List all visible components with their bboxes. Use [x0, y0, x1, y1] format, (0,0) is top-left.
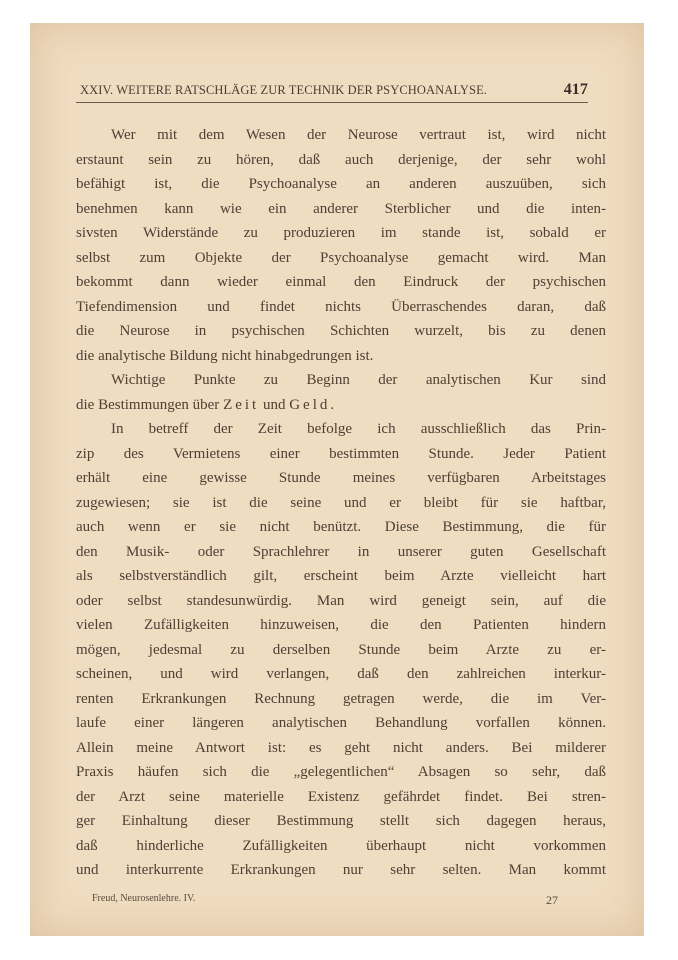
body-text: [76, 123, 606, 883]
text-line: und interkurrente Erkrankungen nur sehr selten. Man kommt: [76, 862, 606, 878]
text-line: ger Einhaltung dieser Bestimmung stellt sich dagegen heraus,: [76, 813, 606, 829]
page-number: 417: [563, 81, 588, 98]
text-line: die Neurose in psychischen Schichten wurzelt, bis zu denen: [76, 323, 606, 339]
text-line: den Musik- oder Sprachlehrer in unserer guten Gesellschaft: [76, 543, 606, 560]
text-line: renten Erkrankungen Rechnung getragen werde, die im Ver-: [76, 690, 606, 707]
text-line-spaced: [76, 393, 606, 418]
text-line: als selbstverständlich gilt, erscheint beim Arzte vielleicht hart: [76, 568, 606, 584]
text-fragment: und: [262, 396, 286, 413]
text-line: oder selbst standesunwürdig. Man wird geneigt sein, auf die: [76, 592, 606, 609]
text-line: erstaunt sein zu hören, daß auch derjenige, der sehr wohl: [76, 151, 606, 168]
running-title: XXIV. WEITERE RATSCHLÄGE ZUR TECHNIK DER PSYCHOANALYSE.: [80, 83, 488, 97]
text-line: auch wenn er sie nicht benützt. Diese Bestimmung, die für: [76, 519, 606, 535]
text-line: scheinen, und wird verlangen, daß den zahlreichen interkur-: [76, 666, 606, 682]
sheet-number: 27: [546, 893, 558, 907]
text-line: laufe einer längeren analytischen Behandlung vorfallen können.: [76, 715, 606, 731]
emphasis-geld: Geld.: [289, 396, 338, 413]
book-page: [30, 23, 644, 936]
text-line: mögen, jedesmal zu derselben Stunde beim Arzte zu er-: [76, 641, 606, 658]
text-line: Tiefendimension und findet nichts Überraschendes daran, daß: [76, 298, 606, 315]
page-footer: [92, 893, 558, 908]
text-line: der Arzt seine materielle Existenz gefährdet findet. Bei stren-: [76, 788, 606, 805]
text-line: Praxis häufen sich die „gelegentlichen“ Absagen so sehr, daß: [76, 764, 606, 780]
text-line: die analytische Bildung nicht hinabgedrungen ist.: [76, 347, 374, 364]
text-line: Allein meine Antwort ist: es geht nicht anders. Bei milderer: [76, 739, 606, 756]
text-line: befähigt ist, die Psychoanalyse an anderen auszuüben, sich: [76, 176, 606, 192]
text-line: bekommt dann wieder einmal den Eindruck der psychischen: [76, 274, 606, 290]
running-header: [80, 81, 588, 99]
emphasis-zeit: Zeit: [223, 396, 260, 413]
printer-signature: Freud, Neurosenlehre. IV.: [92, 893, 196, 904]
text-line: Wichtige Punkte zu Beginn der analytischen Kur sind: [111, 372, 606, 388]
text-line: vielen Zufälligkeiten hinzuweisen, die den Patienten hindern: [76, 617, 606, 633]
text-line: sivsten Widerstände zu produzieren im stande ist, sobald er: [76, 225, 606, 241]
text-line: benehmen kann wie ein anderer Sterblicher und die inten-: [76, 200, 606, 217]
text-line: selbst zum Objekte der Psychoanalyse gemacht wird. Man: [76, 249, 606, 266]
text-line: In betreff der Zeit befolge ich ausschließlich das Prin-: [111, 421, 606, 437]
text-line: zugewiesen; sie ist die seine und er bleibt für sie haftbar,: [76, 494, 606, 511]
text-line: zip des Vermietens einer bestimmten Stunde. Jeder Patient: [76, 445, 606, 462]
text-fragment: die Bestimmungen über: [76, 396, 220, 413]
text-line: daß hinderliche Zufälligkeiten überhaupt nicht vorkommen: [76, 837, 606, 854]
text-line: Wer mit dem Wesen der Neurose vertraut ist, wird nicht: [111, 127, 606, 143]
header-rule: [76, 102, 588, 103]
text-line: erhält eine gewisse Stunde meines verfügbaren Arbeitstages: [76, 470, 606, 486]
